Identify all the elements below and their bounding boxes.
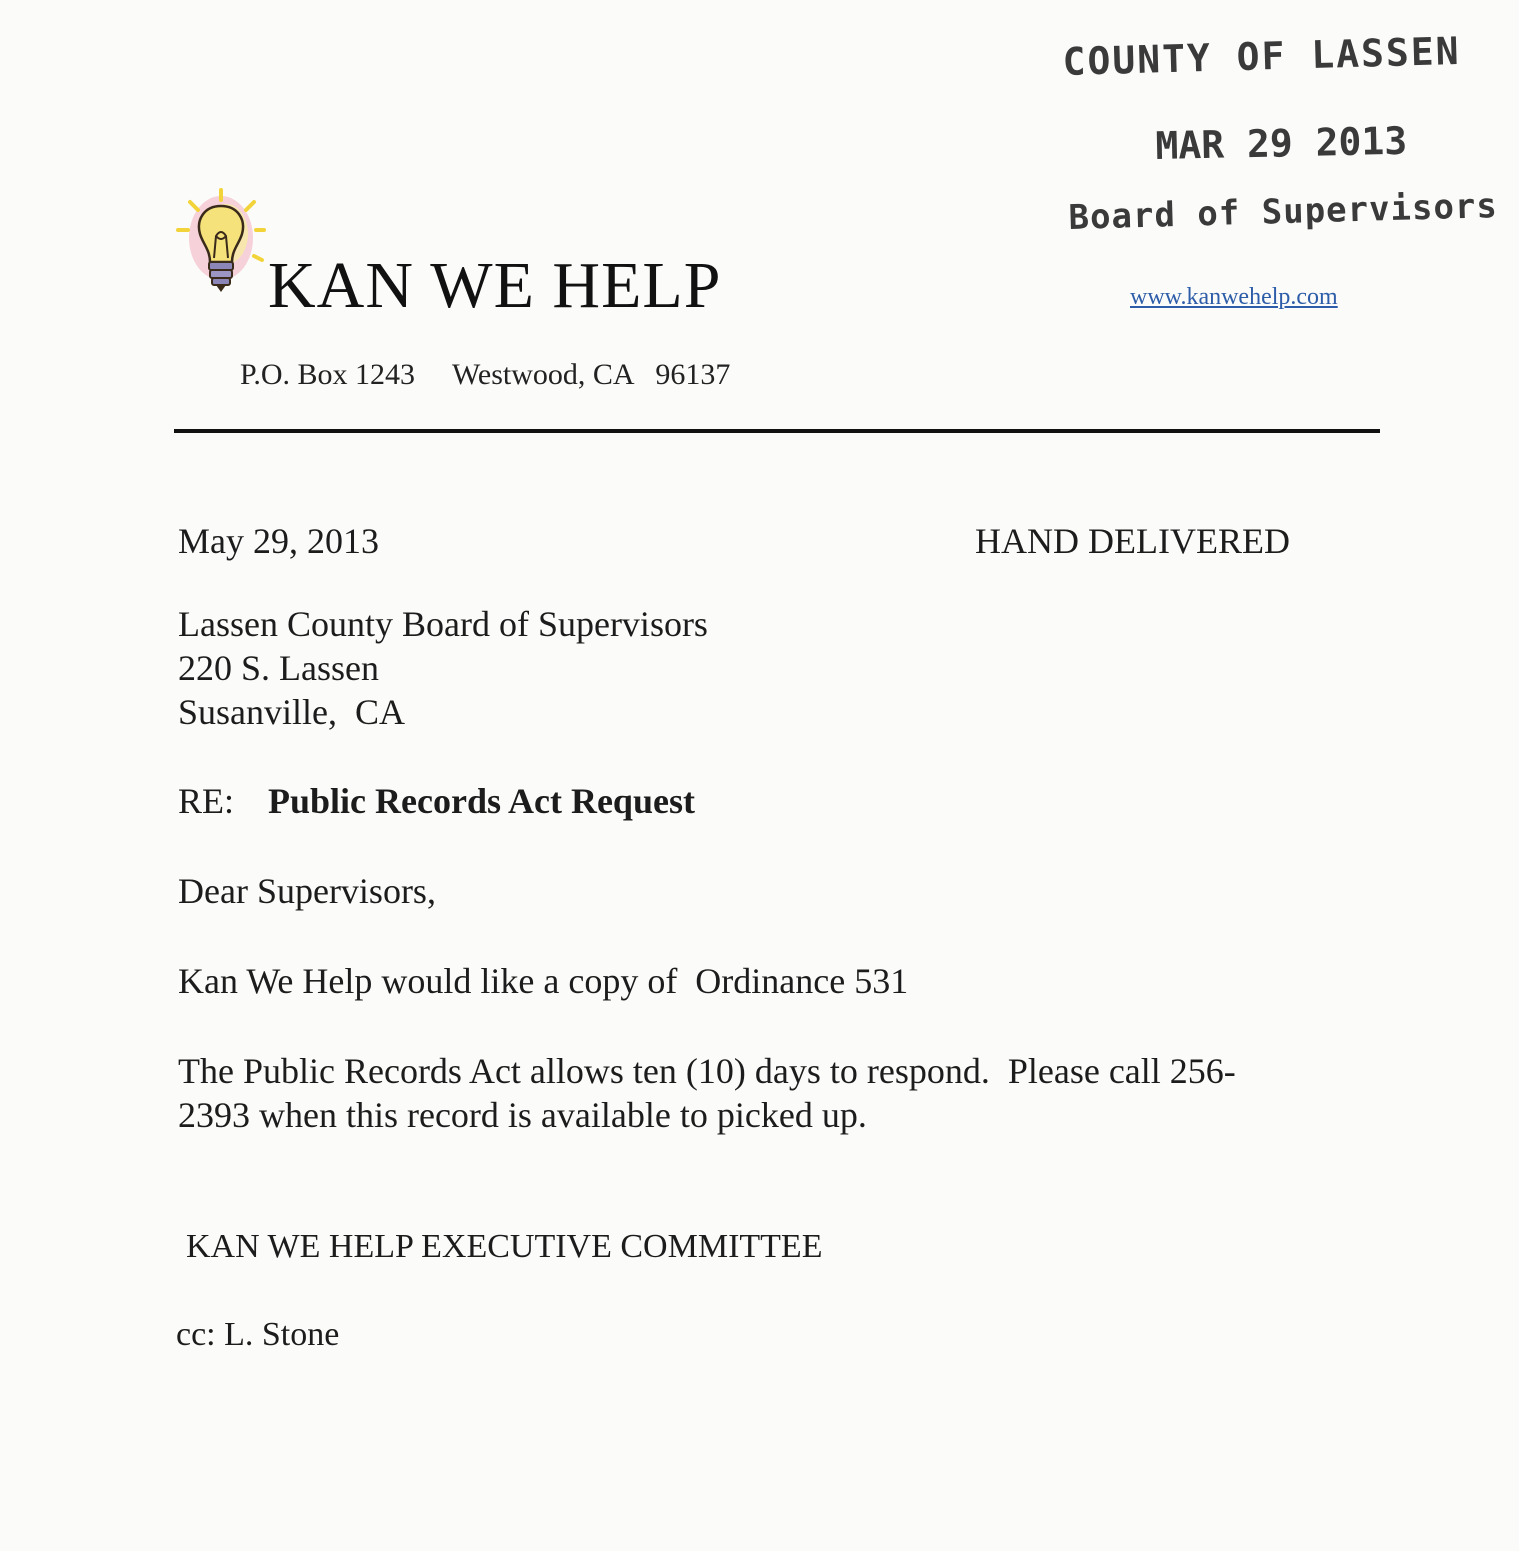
recipient-name: Lassen County Board of Supervisors (178, 604, 708, 644)
lightbulb-icon (176, 186, 266, 306)
stamp-date: MAR 29 2013 (1155, 118, 1408, 168)
letterhead-divider (174, 429, 1380, 433)
delivery-note: HAND DELIVERED (975, 521, 1290, 561)
salutation: Dear Supervisors, (178, 871, 436, 911)
letter-date: May 29, 2013 (178, 521, 379, 561)
cc-line: cc: L. Stone (176, 1316, 340, 1353)
re-subject: Public Records Act Request (268, 781, 695, 821)
request-line: Kan We Help would like a copy of Ordinance 531 (178, 961, 909, 1001)
paragraph-line-1: The Public Records Act allows ten (10) days to respond. Please call 256- (178, 1051, 1236, 1091)
signature: KAN WE HELP EXECUTIVE COMMITTEE (186, 1228, 823, 1265)
recipient-city: Susanville, CA (178, 692, 406, 732)
stamp-county: COUNTY OF LASSEN (1062, 28, 1462, 84)
org-name: KAN WE HELP (268, 249, 722, 322)
recipient-street: 220 S. Lassen (178, 648, 379, 688)
website-link[interactable]: www.kanwehelp.com (1130, 284, 1338, 310)
stamp-board: Board of Supervisors (1068, 186, 1499, 238)
re-label: RE: (178, 781, 235, 821)
org-address: P.O. Box 1243 Westwood, CA 96137 (240, 358, 731, 391)
paragraph-line-2: 2393 when this record is available to picked up. (178, 1095, 867, 1135)
